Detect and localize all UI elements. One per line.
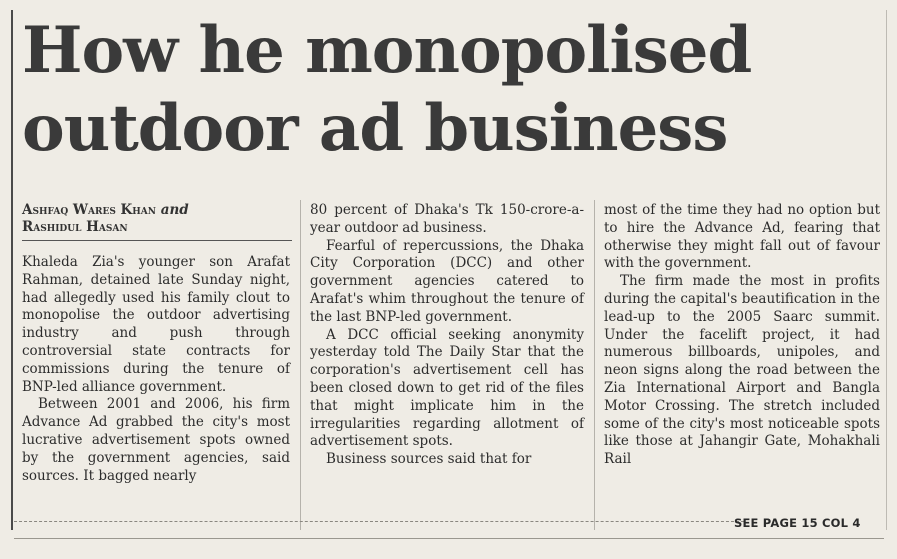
cut-line xyxy=(14,521,744,522)
left-column-rule xyxy=(11,10,13,530)
byline xyxy=(22,202,292,236)
column-divider-2 xyxy=(594,200,595,530)
byline-author-1: Ashfaq Wares Khan xyxy=(22,202,156,218)
headline-line-1: How he monopolised xyxy=(22,13,752,88)
headline-line-2: outdoor ad business xyxy=(22,91,728,166)
byline-joiner: and xyxy=(160,202,189,218)
paragraph: A DCC official seeking anonymity yesterday told The Daily Star that the corporation's advertisement cell has been closed down to get rid of the files that might implicate him in the irregularities regarding allotment of advertisement spots. xyxy=(310,326,584,450)
article-column-1 xyxy=(22,254,290,485)
article-column-2 xyxy=(310,202,584,469)
paragraph: Khaleda Zia's younger son Arafat Rahman, detained late Sunday night, had allegedly used his family clout to monopolise the outdoor advertising industry and push through controversial state contracts for commissions during the tenure of BNP-led alliance government. xyxy=(22,254,290,395)
paragraph: Fearful of repercussions, the Dhaka City Corporation (DCC) and other government agencies catered to Arafat's whim throughout the tenure of the last BNP-led government. xyxy=(310,237,584,325)
column-divider-1 xyxy=(300,200,301,530)
right-edge-rule xyxy=(886,10,887,530)
jump-reference: SEE PAGE 15 COL 4 xyxy=(734,516,861,530)
bottom-rule xyxy=(14,538,884,539)
paragraph: most of the time they had no option but to hire the Advance Ad, fearing that otherwise they might fall out of favour with the government. xyxy=(604,202,880,272)
paragraph: The firm made the most in profits during the capital's beautification in the lead-up to the 2005 Saarc summit. Under the facelift project, it had numerous billboards, unipoles, and neon signs along the road between the Zia International Airport and Bangla Motor Crossing. The stretch included some of the city's most noticeable spots like those at Jahangir Gate, Mohakhali Rail xyxy=(604,273,880,468)
article-column-3 xyxy=(604,202,880,469)
paragraph: Business sources said that for xyxy=(326,451,532,468)
byline-author-2: Rashidul Hasan xyxy=(22,219,128,235)
paragraph: Between 2001 and 2006, his firm Advance Ad grabbed the city's most lucrative advertisement spots owned by the government agencies, said sources. It bagged nearly xyxy=(22,396,290,484)
paragraph: 80 percent of Dhaka's Tk 150-crore-a-year outdoor ad business. xyxy=(310,202,584,236)
byline-rule xyxy=(22,240,292,241)
headline xyxy=(22,12,882,168)
